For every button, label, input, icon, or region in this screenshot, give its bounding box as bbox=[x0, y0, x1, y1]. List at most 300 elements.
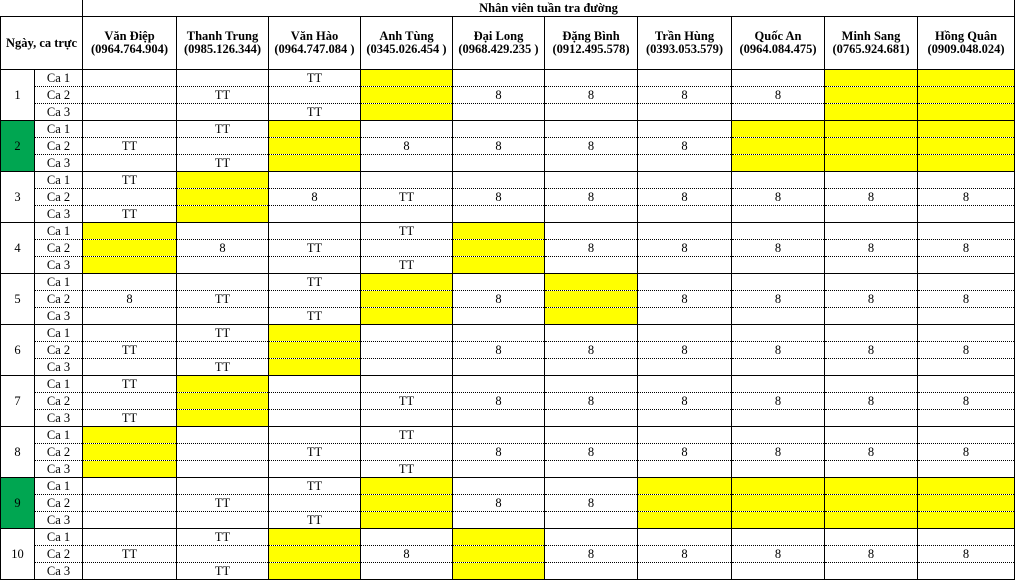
schedule-cell bbox=[177, 189, 269, 206]
schedule-cell bbox=[83, 478, 177, 495]
schedule-cell bbox=[177, 274, 269, 291]
shift-row bbox=[1, 410, 1015, 427]
shift-row bbox=[1, 461, 1015, 478]
shift-label: Ca 3 bbox=[35, 308, 83, 325]
schedule-cell bbox=[269, 172, 361, 189]
schedule-cell bbox=[825, 461, 918, 478]
schedule-cell: 8 bbox=[177, 240, 269, 257]
shift-row bbox=[1, 444, 1015, 461]
schedule-cell bbox=[545, 325, 638, 342]
employee-phone: (0964.084.475) bbox=[739, 42, 817, 56]
schedule-cell: TT bbox=[361, 189, 453, 206]
schedule-cell: 8 bbox=[732, 342, 825, 359]
shift-label: Ca 2 bbox=[35, 495, 83, 512]
schedule-cell bbox=[638, 70, 732, 87]
schedule-cell bbox=[361, 359, 453, 376]
shift-row bbox=[1, 189, 1015, 206]
schedule-cell bbox=[453, 308, 545, 325]
employee-header bbox=[361, 17, 453, 70]
shift-row bbox=[1, 529, 1015, 546]
schedule-cell bbox=[638, 257, 732, 274]
schedule-cell bbox=[361, 274, 453, 291]
schedule-cell bbox=[918, 257, 1015, 274]
schedule-cell bbox=[825, 104, 918, 121]
day-number: 7 bbox=[1, 376, 35, 427]
schedule-cell bbox=[177, 104, 269, 121]
schedule-cell bbox=[361, 478, 453, 495]
shift-label: Ca 1 bbox=[35, 478, 83, 495]
schedule-cell: 8 bbox=[825, 393, 918, 410]
schedule-cell bbox=[545, 410, 638, 427]
employee-header bbox=[453, 17, 545, 70]
schedule-cell bbox=[269, 291, 361, 308]
schedule-cell bbox=[638, 155, 732, 172]
schedule-cell: 8 bbox=[638, 444, 732, 461]
shift-row bbox=[1, 206, 1015, 223]
shift-row bbox=[1, 308, 1015, 325]
schedule-cell: TT bbox=[361, 461, 453, 478]
shift-label: Ca 2 bbox=[35, 342, 83, 359]
schedule-cell bbox=[918, 206, 1015, 223]
schedule-cell bbox=[545, 461, 638, 478]
schedule-cell bbox=[918, 223, 1015, 240]
schedule-cell: 8 bbox=[453, 291, 545, 308]
schedule-cell bbox=[918, 87, 1015, 104]
shift-row bbox=[1, 393, 1015, 410]
schedule-cell bbox=[83, 461, 177, 478]
shift-row bbox=[1, 138, 1015, 155]
schedule-cell: 8 bbox=[453, 495, 545, 512]
schedule-cell bbox=[638, 104, 732, 121]
schedule-cell bbox=[83, 189, 177, 206]
schedule-cell bbox=[361, 206, 453, 223]
shift-row bbox=[1, 274, 1015, 291]
employee-header bbox=[83, 17, 177, 70]
day-number: 9 bbox=[1, 478, 35, 529]
schedule-cell bbox=[177, 444, 269, 461]
schedule-cell: 8 bbox=[545, 342, 638, 359]
shift-row bbox=[1, 427, 1015, 444]
schedule-cell bbox=[269, 87, 361, 104]
schedule-cell: 8 bbox=[545, 189, 638, 206]
schedule-cell: TT bbox=[177, 325, 269, 342]
schedule-cell bbox=[453, 172, 545, 189]
shift-row bbox=[1, 478, 1015, 495]
employee-header bbox=[545, 17, 638, 70]
schedule-cell bbox=[825, 223, 918, 240]
schedule-cell: TT bbox=[83, 376, 177, 393]
shift-label: Ca 2 bbox=[35, 189, 83, 206]
schedule-cell bbox=[638, 563, 732, 580]
schedule-cell: TT bbox=[83, 410, 177, 427]
schedule-cell bbox=[545, 121, 638, 138]
schedule-cell: 8 bbox=[825, 342, 918, 359]
schedule-cell bbox=[361, 308, 453, 325]
day-number: 3 bbox=[1, 172, 35, 223]
schedule-cell: TT bbox=[177, 291, 269, 308]
schedule-cell: TT bbox=[177, 529, 269, 546]
schedule-cell bbox=[269, 138, 361, 155]
shift-label: Ca 3 bbox=[35, 410, 83, 427]
schedule-cell: 8 bbox=[638, 138, 732, 155]
day-number: 4 bbox=[1, 223, 35, 274]
schedule-cell bbox=[545, 427, 638, 444]
schedule-cell: 8 bbox=[825, 189, 918, 206]
shift-label: Ca 1 bbox=[35, 70, 83, 87]
schedule-cell bbox=[825, 155, 918, 172]
schedule-cell bbox=[918, 376, 1015, 393]
shift-row bbox=[1, 87, 1015, 104]
schedule-cell bbox=[638, 274, 732, 291]
schedule-cell bbox=[638, 410, 732, 427]
schedule-cell: TT bbox=[177, 87, 269, 104]
schedule-cell: TT bbox=[361, 393, 453, 410]
employee-header bbox=[177, 17, 269, 70]
employee-phone: (0765.924.681) bbox=[832, 42, 910, 56]
schedule-cell bbox=[732, 206, 825, 223]
schedule-cell bbox=[918, 461, 1015, 478]
schedule-cell bbox=[83, 87, 177, 104]
schedule-cell: TT bbox=[83, 206, 177, 223]
schedule-cell: TT bbox=[269, 478, 361, 495]
schedule-cell bbox=[732, 529, 825, 546]
shift-label: Ca 3 bbox=[35, 563, 83, 580]
schedule-cell bbox=[825, 325, 918, 342]
schedule-cell bbox=[269, 376, 361, 393]
shift-row bbox=[1, 121, 1015, 138]
schedule-cell bbox=[453, 461, 545, 478]
schedule-cell bbox=[545, 529, 638, 546]
shift-label: Ca 1 bbox=[35, 376, 83, 393]
schedule-cell: 8 bbox=[918, 444, 1015, 461]
shift-row bbox=[1, 563, 1015, 580]
schedule-cell bbox=[918, 478, 1015, 495]
schedule-cell: 8 bbox=[825, 444, 918, 461]
employee-name: Quốc An bbox=[754, 29, 802, 43]
schedule-cell bbox=[361, 104, 453, 121]
schedule-cell: 8 bbox=[83, 291, 177, 308]
schedule-cell bbox=[177, 308, 269, 325]
shift-label: Ca 2 bbox=[35, 393, 83, 410]
schedule-cell bbox=[361, 563, 453, 580]
schedule-cell bbox=[638, 427, 732, 444]
schedule-cell bbox=[177, 478, 269, 495]
schedule-cell: 8 bbox=[732, 546, 825, 563]
shift-row bbox=[1, 546, 1015, 563]
shift-row bbox=[1, 495, 1015, 512]
schedule-cell bbox=[825, 376, 918, 393]
employee-phone: (0912.495.578) bbox=[552, 42, 630, 56]
schedule-cell: 8 bbox=[732, 87, 825, 104]
employee-name: Đặng Bình bbox=[562, 29, 620, 43]
schedule-cell bbox=[269, 427, 361, 444]
schedule-cell: 8 bbox=[638, 189, 732, 206]
shift-label: Ca 2 bbox=[35, 87, 83, 104]
shift-label: Ca 1 bbox=[35, 529, 83, 546]
schedule-cell: 8 bbox=[918, 240, 1015, 257]
schedule-cell bbox=[825, 172, 918, 189]
schedule-cell bbox=[453, 529, 545, 546]
schedule-cell bbox=[638, 376, 732, 393]
schedule-cell: TT bbox=[269, 104, 361, 121]
schedule-cell: 8 bbox=[453, 87, 545, 104]
schedule-cell bbox=[83, 512, 177, 529]
schedule-cell bbox=[177, 257, 269, 274]
schedule-cell bbox=[453, 512, 545, 529]
employee-name: Minh Sang bbox=[841, 29, 901, 43]
schedule-cell: TT bbox=[361, 427, 453, 444]
employee-name: Trần Hùng bbox=[654, 29, 715, 43]
schedule-cell bbox=[269, 223, 361, 240]
schedule-cell bbox=[918, 172, 1015, 189]
schedule-cell bbox=[732, 376, 825, 393]
schedule-cell: TT bbox=[83, 342, 177, 359]
schedule-cell: TT bbox=[83, 172, 177, 189]
schedule-cell bbox=[361, 512, 453, 529]
schedule-cell bbox=[825, 274, 918, 291]
schedule-cell bbox=[918, 410, 1015, 427]
schedule-cell: TT bbox=[177, 495, 269, 512]
schedule-cell bbox=[918, 427, 1015, 444]
schedule-cell bbox=[918, 138, 1015, 155]
schedule-cell bbox=[361, 495, 453, 512]
schedule-cell bbox=[453, 104, 545, 121]
schedule-cell bbox=[825, 70, 918, 87]
schedule-cell: 8 bbox=[638, 291, 732, 308]
schedule-cell bbox=[269, 461, 361, 478]
schedule-cell bbox=[83, 223, 177, 240]
schedule-cell: TT bbox=[269, 240, 361, 257]
schedule-cell: 8 bbox=[732, 393, 825, 410]
shift-label: Ca 2 bbox=[35, 138, 83, 155]
schedule-cell bbox=[453, 376, 545, 393]
schedule-cell: 8 bbox=[732, 240, 825, 257]
schedule-cell: 8 bbox=[638, 393, 732, 410]
schedule-cell bbox=[453, 121, 545, 138]
schedule-cell bbox=[545, 308, 638, 325]
schedule-cell bbox=[361, 155, 453, 172]
employee-header bbox=[269, 17, 361, 70]
schedule-cell: TT bbox=[177, 121, 269, 138]
schedule-cell: 8 bbox=[732, 291, 825, 308]
schedule-cell: 8 bbox=[545, 393, 638, 410]
schedule-cell bbox=[83, 274, 177, 291]
schedule-cell: 8 bbox=[453, 393, 545, 410]
schedule-cell bbox=[732, 512, 825, 529]
schedule-cell bbox=[732, 478, 825, 495]
schedule-cell bbox=[177, 461, 269, 478]
schedule-cell: 8 bbox=[918, 393, 1015, 410]
employee-phone: (0393.053.579) bbox=[645, 42, 724, 56]
schedule-cell: 8 bbox=[545, 138, 638, 155]
schedule-cell bbox=[269, 563, 361, 580]
schedule-cell bbox=[545, 274, 638, 291]
schedule-cell: TT bbox=[83, 546, 177, 563]
schedule-cell bbox=[825, 478, 918, 495]
schedule-cell bbox=[545, 206, 638, 223]
schedule-cell bbox=[361, 410, 453, 427]
schedule-cell bbox=[732, 138, 825, 155]
schedule-cell bbox=[361, 291, 453, 308]
schedule-cell: 8 bbox=[825, 291, 918, 308]
shift-label: Ca 2 bbox=[35, 240, 83, 257]
shift-label: Ca 2 bbox=[35, 444, 83, 461]
employee-name: Anh Tùng bbox=[379, 29, 434, 43]
schedule-cell bbox=[732, 70, 825, 87]
schedule-cell bbox=[177, 376, 269, 393]
schedule-cell: 8 bbox=[361, 546, 453, 563]
header-corner bbox=[1, 0, 83, 17]
schedule-cell bbox=[638, 512, 732, 529]
schedule-cell bbox=[177, 393, 269, 410]
schedule-cell bbox=[83, 70, 177, 87]
schedule-cell bbox=[732, 495, 825, 512]
schedule-cell bbox=[638, 478, 732, 495]
shift-label: Ca 3 bbox=[35, 155, 83, 172]
schedule-cell: TT bbox=[177, 155, 269, 172]
table-title: Nhân viên tuần tra đường bbox=[83, 0, 1015, 17]
shift-row bbox=[1, 376, 1015, 393]
schedule-cell: 8 bbox=[545, 546, 638, 563]
schedule-cell bbox=[732, 325, 825, 342]
employee-name: Hồng Quân bbox=[934, 29, 998, 43]
schedule-cell bbox=[825, 359, 918, 376]
shift-label: Ca 3 bbox=[35, 512, 83, 529]
schedule-cell bbox=[453, 478, 545, 495]
schedule-cell bbox=[638, 529, 732, 546]
schedule-cell bbox=[269, 257, 361, 274]
schedule-cell bbox=[825, 206, 918, 223]
schedule-cell bbox=[918, 308, 1015, 325]
schedule-cell bbox=[545, 478, 638, 495]
schedule-cell bbox=[918, 495, 1015, 512]
schedule-cell: 8 bbox=[361, 138, 453, 155]
employee-phone: (0909.048.024) bbox=[927, 42, 1005, 56]
schedule-cell: 8 bbox=[732, 189, 825, 206]
schedule-cell bbox=[638, 223, 732, 240]
shift-label: Ca 1 bbox=[35, 121, 83, 138]
schedule-cell bbox=[918, 121, 1015, 138]
schedule-cell bbox=[269, 206, 361, 223]
schedule-cell: 8 bbox=[545, 495, 638, 512]
schedule-cell: TT bbox=[361, 257, 453, 274]
schedule-cell bbox=[269, 155, 361, 172]
schedule-cell bbox=[269, 546, 361, 563]
schedule-cell bbox=[83, 563, 177, 580]
schedule-cell: 8 bbox=[453, 444, 545, 461]
schedule-cell bbox=[732, 172, 825, 189]
schedule-cell bbox=[453, 223, 545, 240]
shift-row bbox=[1, 342, 1015, 359]
employee-phone: (0964.747.084 ) bbox=[274, 42, 355, 56]
schedule-cell bbox=[269, 410, 361, 427]
schedule-cell bbox=[83, 121, 177, 138]
schedule-cell bbox=[453, 257, 545, 274]
schedule-cell bbox=[638, 495, 732, 512]
schedule-cell: 8 bbox=[918, 546, 1015, 563]
schedule-cell: TT bbox=[83, 138, 177, 155]
shift-row bbox=[1, 512, 1015, 529]
schedule-cell bbox=[83, 104, 177, 121]
schedule-cell bbox=[361, 376, 453, 393]
shift-row bbox=[1, 359, 1015, 376]
schedule-cell bbox=[453, 427, 545, 444]
schedule-cell bbox=[638, 325, 732, 342]
schedule-cell bbox=[545, 359, 638, 376]
day-number: 2 bbox=[1, 121, 35, 172]
schedule-cell bbox=[638, 308, 732, 325]
schedule-cell bbox=[732, 155, 825, 172]
shift-label: Ca 1 bbox=[35, 274, 83, 291]
schedule-cell: TT bbox=[269, 70, 361, 87]
schedule-cell: TT bbox=[269, 274, 361, 291]
day-number: 5 bbox=[1, 274, 35, 325]
schedule-cell: 8 bbox=[638, 342, 732, 359]
day-number: 8 bbox=[1, 427, 35, 478]
shift-row bbox=[1, 104, 1015, 121]
schedule-cell bbox=[732, 223, 825, 240]
schedule-cell bbox=[545, 376, 638, 393]
employee-name: Thanh Trung bbox=[186, 29, 259, 43]
schedule-cell bbox=[918, 104, 1015, 121]
day-number: 10 bbox=[1, 529, 35, 580]
schedule-cell bbox=[825, 138, 918, 155]
schedule-cell bbox=[83, 257, 177, 274]
schedule-cell bbox=[918, 274, 1015, 291]
employee-header bbox=[918, 17, 1015, 70]
schedule-cell bbox=[453, 274, 545, 291]
schedule-cell: TT bbox=[269, 308, 361, 325]
schedule-cell bbox=[918, 70, 1015, 87]
schedule-cell bbox=[545, 563, 638, 580]
schedule-cell: TT bbox=[269, 444, 361, 461]
schedule-cell: 8 bbox=[825, 240, 918, 257]
schedule-cell: 8 bbox=[269, 189, 361, 206]
shift-row bbox=[1, 257, 1015, 274]
schedule-cell bbox=[177, 138, 269, 155]
schedule-cell bbox=[361, 444, 453, 461]
schedule-cell bbox=[545, 172, 638, 189]
schedule-cell bbox=[732, 359, 825, 376]
schedule-cell bbox=[825, 121, 918, 138]
schedule-cell: TT bbox=[177, 359, 269, 376]
schedule-cell bbox=[453, 563, 545, 580]
schedule-cell bbox=[545, 291, 638, 308]
schedule-cell: 8 bbox=[453, 189, 545, 206]
schedule-cell bbox=[269, 495, 361, 512]
shift-label: Ca 3 bbox=[35, 206, 83, 223]
schedule-cell bbox=[83, 529, 177, 546]
schedule-cell bbox=[732, 257, 825, 274]
schedule-cell bbox=[825, 257, 918, 274]
schedule-cell bbox=[83, 308, 177, 325]
shift-row bbox=[1, 240, 1015, 257]
schedule-cell bbox=[732, 104, 825, 121]
schedule-cell: 8 bbox=[638, 87, 732, 104]
schedule-cell: 8 bbox=[918, 342, 1015, 359]
schedule-cell bbox=[83, 325, 177, 342]
schedule-cell: 8 bbox=[825, 546, 918, 563]
schedule-cell bbox=[83, 444, 177, 461]
shift-label: Ca 2 bbox=[35, 291, 83, 308]
schedule-cell bbox=[177, 410, 269, 427]
employee-phone: (0964.764.904) bbox=[90, 42, 169, 56]
schedule-cell bbox=[453, 359, 545, 376]
shift-row bbox=[1, 155, 1015, 172]
schedule-cell bbox=[732, 410, 825, 427]
schedule-cell bbox=[83, 240, 177, 257]
day-number: 6 bbox=[1, 325, 35, 376]
